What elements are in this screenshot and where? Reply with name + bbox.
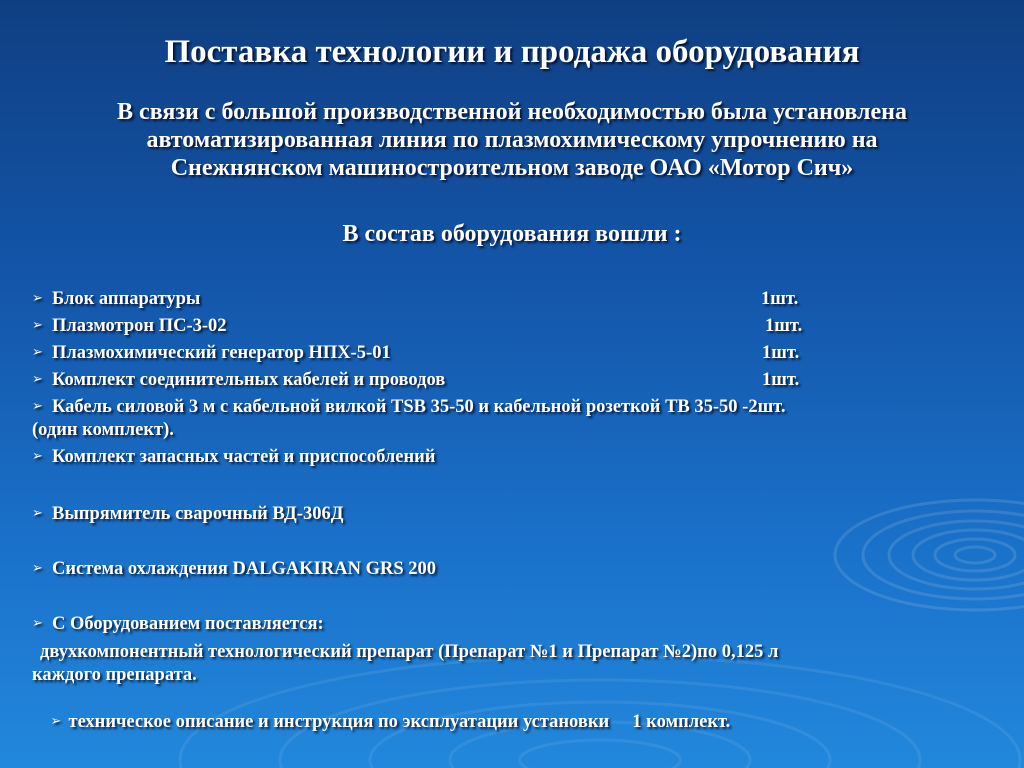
list-item-supplied-with [32, 613, 324, 635]
arrow-bullet-icon: ➢ [32, 399, 43, 414]
intro-line: Снежнянском машиностроительном заводе ОАО «Мотор Сич» [170, 155, 854, 181]
intro-line: В связи с большой производственной необходимостью была установлена [117, 99, 907, 125]
arrow-bullet-icon: ➢ [32, 449, 43, 464]
list-item-power-cable [32, 396, 786, 418]
item-quantity: 1шт. [762, 343, 800, 363]
arrow-bullet-icon: ➢ [32, 291, 43, 306]
arrow-bullet-icon: ➢ [32, 506, 43, 521]
arrow-bullet-icon: ➢ [32, 372, 43, 387]
slide-title: Поставка технологии и продажа оборудования [164, 34, 860, 70]
item-label: Плазмотрон ПС-3-02 [52, 316, 227, 336]
item-label: техническое описание и инструкция по эксплуатации установки 1 комплект. [68, 712, 731, 732]
list-item-control-unit [32, 288, 200, 310]
supplied-preparation-line-continuation: каждого препарата. [32, 665, 197, 685]
item-label: Система охлаждения DALGAKIRAN GRS 200 [52, 559, 437, 579]
arrow-bullet-icon: ➢ [32, 345, 43, 360]
list-item-plasmatron [32, 315, 227, 337]
ripple-rings [835, 500, 1024, 610]
supplied-documentation-line [32, 689, 730, 755]
item-label: Кабель силовой 3 м с кабельной вилкой TSB 35-50 и кабельной розеткой ТВ 35-50 -2шт. [52, 397, 786, 417]
list-item-power-cable-continuation: (один комплект). [32, 420, 174, 440]
item-label: Плазмохимический генератор НПХ-5-01 [52, 343, 391, 363]
list-item-rectifier [32, 503, 343, 525]
equipment-subheading: В состав оборудования вошли : [342, 221, 682, 247]
item-quantity: 1шт. [761, 289, 799, 309]
intro-paragraph [40, 98, 984, 182]
supplied-preparation-line: двухкомпонентный технологический препарат (Препарат №1 и Препарат №2)по 0,125 л [40, 642, 779, 662]
item-label: Блок аппаратуры [52, 289, 201, 309]
item-label: Комплект запасных частей и приспособлений [52, 447, 436, 467]
intro-line: автоматизированная линия по плазмохимическому упрочнению на [146, 127, 878, 153]
item-label: Комплект соединительных кабелей и проводов [52, 370, 446, 390]
arrow-bullet-icon: ➢ [32, 616, 43, 631]
arrow-bullet-icon: ➢ [32, 561, 43, 576]
list-item-generator [32, 342, 391, 364]
arrow-bullet-icon: ➢ [50, 714, 62, 729]
arrow-bullet-icon: ➢ [32, 318, 43, 333]
item-quantity: 1шт. [765, 316, 803, 336]
item-label: С Оборудованием поставляется: [52, 614, 324, 634]
list-item-spare-parts [32, 446, 435, 468]
list-item-cable-set [32, 369, 445, 391]
item-label: Выпрямитель сварочный ВД-306Д [52, 504, 344, 524]
list-item-cooling-system [32, 558, 436, 580]
item-quantity: 1шт. [762, 370, 800, 390]
